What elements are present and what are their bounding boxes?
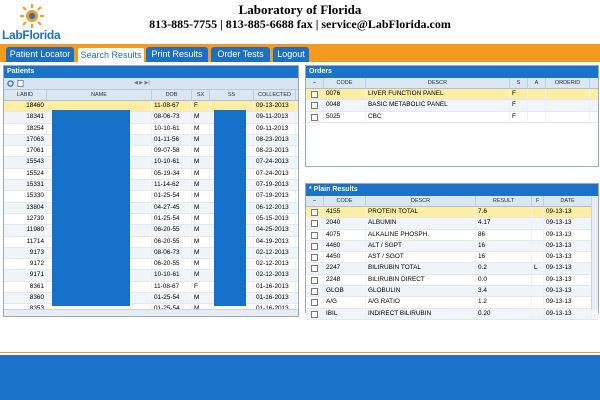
result-checkbox[interactable] [311, 277, 318, 284]
order-a-cell [528, 100, 546, 110]
table-row[interactable] [306, 297, 598, 308]
orders-header-row [306, 78, 598, 89]
result-code-cell: 4450 [324, 252, 366, 262]
table-row[interactable] [4, 259, 298, 270]
labid-cell: 9172 [4, 259, 47, 269]
result-flag-cell [532, 218, 544, 228]
redacted-ss-block [214, 110, 246, 306]
results-panel [305, 183, 599, 317]
redacted-name-block [52, 110, 130, 306]
sex-cell: M [192, 203, 210, 213]
labid-cell: 8360 [4, 293, 47, 303]
result-checkbox-cell [306, 309, 324, 319]
patients-horizontal-scrollbar[interactable] [4, 309, 298, 316]
result-checkbox-cell [306, 297, 324, 307]
result-checkbox[interactable] [311, 254, 318, 261]
table-row[interactable] [306, 286, 598, 297]
result-value-cell: 16 [476, 252, 532, 262]
result-descr-cell: INDIRECT BILIRUBIN [366, 309, 476, 319]
table-row[interactable] [4, 237, 298, 248]
result-value-cell: 7.6 [476, 207, 532, 217]
result-flag-cell [532, 275, 544, 285]
result-flag-cell [532, 252, 544, 262]
result-checkbox[interactable] [311, 232, 318, 239]
order-a-cell [528, 89, 546, 99]
results-panel-title: * Plain Results [306, 184, 598, 196]
main-nav [0, 44, 600, 62]
labid-cell: 15543 [4, 157, 47, 167]
dob-cell: 11-08-67 [152, 282, 192, 292]
result-descr-cell: ALBUMIN [366, 218, 476, 228]
sex-cell: M [192, 191, 210, 201]
result-date-cell: 09-13-13 [544, 207, 592, 217]
dob-cell: 04-27-45 [152, 203, 192, 213]
result-descr-cell: A/G RATIO [366, 297, 476, 307]
results-table-body [306, 207, 598, 320]
col-result-select: ⎯ [306, 196, 324, 206]
sex-cell: M [192, 180, 210, 190]
result-checkbox[interactable] [311, 209, 318, 216]
tab-print-results[interactable]: Print Results [146, 47, 208, 62]
result-checkbox-cell [306, 263, 324, 273]
col-collected[interactable]: COLLECTED [254, 90, 296, 100]
lab-title: Laboratory of Florida [238, 2, 362, 17]
result-descr-cell: BILIRUBIN TOTAL [366, 263, 476, 273]
dob-cell: 05-19-34 [152, 169, 192, 179]
col-dob[interactable]: DOB [152, 90, 192, 100]
result-date-cell: 09-13-13 [544, 230, 592, 240]
result-checkbox[interactable] [311, 311, 318, 318]
result-value-cell: 1.2 [476, 297, 532, 307]
collected-cell: 08-23-2013 [254, 135, 296, 145]
result-checkbox[interactable] [311, 299, 318, 306]
col-ss[interactable]: SS [210, 90, 254, 100]
result-checkbox-cell [306, 252, 324, 262]
labid-cell: 8361 [4, 282, 47, 292]
collected-cell: 08-23-2013 [254, 146, 296, 156]
col-result-descr[interactable]: DESCR [366, 196, 476, 206]
result-checkbox-cell [306, 286, 324, 296]
results-vertical-scrollbar[interactable] [591, 196, 598, 310]
result-descr-cell: GLOBULIN [366, 286, 476, 296]
collected-cell: 01-16-2013 [254, 293, 296, 303]
labid-cell: 15524 [4, 169, 47, 179]
result-checkbox-cell [306, 275, 324, 285]
order-status-cell: F [510, 89, 528, 99]
sex-cell: M [192, 270, 210, 280]
table-row[interactable] [4, 146, 298, 157]
collected-cell: 06-12-2013 [254, 203, 296, 213]
col-labid[interactable]: LABID [4, 90, 47, 100]
sex-cell: M [192, 124, 210, 134]
result-value-cell: 0.20 [476, 309, 532, 319]
result-date-cell: 09-13-13 [544, 275, 592, 285]
collected-cell: 04-25-2013 [254, 225, 296, 235]
col-result-flag[interactable]: F [532, 196, 544, 206]
table-row[interactable] [306, 100, 598, 111]
col-order-select: ⎯ [306, 78, 324, 88]
order-id-cell [546, 100, 590, 110]
order-id-cell [546, 112, 590, 122]
table-row[interactable] [4, 112, 298, 123]
result-flag-cell [532, 230, 544, 240]
result-flag-cell: L [532, 263, 544, 273]
dob-cell: 10-10-61 [152, 157, 192, 167]
table-row[interactable] [4, 203, 298, 214]
result-checkbox-cell [306, 207, 324, 217]
patients-toolbar [4, 78, 298, 90]
dob-cell: 10-10-61 [152, 124, 192, 134]
patients-header-row [4, 90, 298, 101]
dob-cell: 11-08-67 [152, 101, 192, 111]
result-value-cell: 16 [476, 241, 532, 251]
result-code-cell: 4155 [324, 207, 366, 217]
result-code-cell: IBIL [324, 309, 366, 319]
sex-cell: M [192, 225, 210, 235]
patients-table-body [4, 101, 298, 316]
table-row[interactable] [306, 275, 598, 286]
col-order-a[interactable]: A [528, 78, 546, 88]
table-row[interactable] [4, 282, 298, 293]
tab-order-tests[interactable]: Order Tests [211, 47, 270, 62]
table-row[interactable] [4, 270, 298, 281]
dob-cell: 06-20-55 [152, 225, 192, 235]
table-row[interactable] [4, 135, 298, 146]
collected-cell: 04-19-2013 [254, 237, 296, 247]
dob-cell: 01-25-54 [152, 214, 192, 224]
sex-cell: F [192, 282, 210, 292]
result-checkbox-cell [306, 218, 324, 228]
result-descr-cell: ALKALINE PHOSPH. [366, 230, 476, 240]
collected-cell: 05-15-2013 [254, 214, 296, 224]
tab-search-results[interactable]: Search Results [77, 47, 145, 63]
orders-panel [305, 65, 599, 167]
dob-cell: 06-20-55 [152, 259, 192, 269]
labid-cell: 15331 [4, 180, 47, 190]
tab-logout[interactable]: Logout [273, 47, 309, 62]
table-row[interactable] [306, 207, 598, 218]
result-value-cell: 0.2 [476, 263, 532, 273]
dob-cell: 10-10-61 [152, 270, 192, 280]
dob-cell: 11-14-62 [152, 180, 192, 190]
table-row[interactable] [4, 124, 298, 135]
dob-cell: 08-06-73 [152, 112, 192, 122]
order-checkbox[interactable] [311, 114, 318, 121]
sex-cell: M [192, 237, 210, 247]
sex-cell: F [192, 101, 210, 111]
results-header-row [306, 196, 598, 207]
order-code-cell: 0076 [324, 89, 366, 99]
logo-text: LabFlorida [2, 28, 61, 42]
result-date-cell: 09-13-13 [544, 218, 592, 228]
order-descr-cell: LIVER FUNCTION PANEL [366, 89, 510, 99]
collected-cell: 07-24-2013 [254, 169, 296, 179]
order-checkbox[interactable] [311, 91, 318, 98]
table-row[interactable] [4, 169, 298, 180]
order-status-cell: F [510, 112, 528, 122]
sex-cell: M [192, 135, 210, 145]
result-descr-cell: PROTEIN TOTAL [366, 207, 476, 217]
table-row[interactable] [306, 112, 598, 123]
order-checkbox-cell [306, 89, 324, 99]
sex-cell: M [192, 112, 210, 122]
result-checkbox-cell [306, 241, 324, 251]
order-checkbox[interactable] [311, 102, 318, 109]
col-result-value[interactable]: RESULT [476, 196, 532, 206]
sex-cell: M [192, 214, 210, 224]
result-date-cell: 09-13-13 [544, 241, 592, 251]
col-sx[interactable]: SX [192, 90, 210, 100]
sex-cell: M [192, 146, 210, 156]
col-order-orderid[interactable]: ORDERID [546, 78, 590, 88]
collected-cell: 02-12-2013 [254, 259, 296, 269]
collected-cell: 01-16-2013 [254, 282, 296, 292]
collected-cell: 07-24-2013 [254, 157, 296, 167]
collected-cell: 02-12-2013 [254, 248, 296, 258]
table-row[interactable] [306, 241, 598, 252]
labid-cell: 9171 [4, 270, 47, 280]
labid-cell: 9173 [4, 248, 47, 258]
order-code-cell: 0048 [324, 100, 366, 110]
sex-cell: M [192, 169, 210, 179]
app-header [0, 0, 600, 44]
result-flag-cell [532, 309, 544, 319]
col-name[interactable]: NAME [47, 90, 152, 100]
result-flag-cell [532, 241, 544, 251]
table-row[interactable] [4, 293, 298, 304]
result-descr-cell: AST / SGOT [366, 252, 476, 262]
order-status-cell: F [510, 100, 528, 110]
labid-cell: 18254 [4, 124, 47, 134]
order-descr-cell: CBC [366, 112, 510, 122]
dob-cell: 01-25-54 [152, 191, 192, 201]
table-row[interactable] [4, 191, 298, 202]
main-content [0, 62, 600, 353]
labid-cell: 18341 [4, 112, 47, 122]
col-result-date[interactable]: DATE [544, 196, 592, 206]
table-row[interactable] [306, 263, 598, 274]
result-value-cell: 4.17 [476, 218, 532, 228]
collected-cell: 07-19-2013 [254, 191, 296, 201]
dob-cell: 01-11-56 [152, 135, 192, 145]
lab-contact-info: 813-885-7755 | 813-885-6688 fax | service@LabFlorida.com [149, 17, 451, 31]
order-checkbox-cell [306, 100, 324, 110]
result-code-cell: A/G [324, 297, 366, 307]
result-code-cell: 2247 [324, 263, 366, 273]
result-checkbox[interactable] [311, 243, 318, 250]
order-descr-cell: BASIC METABOLIC PANEL [366, 100, 510, 110]
sex-cell: M [192, 293, 210, 303]
orders-panel-title: Orders [306, 66, 598, 78]
result-code-cell: 2248 [324, 275, 366, 285]
document-icon[interactable] [17, 80, 24, 87]
col-result-code[interactable]: CODE [324, 196, 366, 206]
result-date-cell: 09-13-13 [544, 297, 592, 307]
result-date-cell: 09-13-13 [544, 252, 592, 262]
result-value-cell: 86 [476, 230, 532, 240]
result-value-cell: 0.0 [476, 275, 532, 285]
result-descr-cell: BILIRUBIN DIRECT [366, 275, 476, 285]
labid-cell: 13804 [4, 203, 47, 213]
labid-cell: 17063 [4, 135, 47, 145]
dob-cell: 09-07-58 [152, 146, 192, 156]
result-checkbox[interactable] [311, 288, 318, 295]
labid-cell: 17061 [4, 146, 47, 156]
order-checkbox-cell [306, 112, 324, 122]
result-code-cell: 2040 [324, 218, 366, 228]
table-row[interactable] [306, 309, 598, 320]
col-order-s[interactable]: S [510, 78, 528, 88]
order-id-cell [546, 89, 590, 99]
result-date-cell: 09-13-13 [544, 309, 592, 319]
sex-cell: M [192, 248, 210, 258]
table-row[interactable] [306, 89, 598, 100]
labid-cell: 15330 [4, 191, 47, 201]
table-row[interactable] [4, 248, 298, 259]
result-flag-cell [532, 297, 544, 307]
labid-cell: 11980 [4, 225, 47, 235]
collected-cell: 09-11-2013 [254, 112, 296, 122]
collected-cell: 07-19-2013 [254, 180, 296, 190]
table-row[interactable] [306, 230, 598, 241]
result-flag-cell [532, 286, 544, 296]
labid-cell: 18460 [4, 101, 47, 111]
tab-patient-locator[interactable]: Patient Locator [6, 47, 74, 62]
pager-controls[interactable]: ◀ ▶ ▶| [134, 80, 150, 86]
result-descr-cell: ALT / SGPT [366, 241, 476, 251]
labid-cell: 12739 [4, 214, 47, 224]
result-date-cell: 09-13-13 [544, 286, 592, 296]
result-code-cell: 4075 [324, 230, 366, 240]
dob-cell: 06-20-55 [152, 237, 192, 247]
table-row[interactable] [4, 180, 298, 191]
sex-cell: M [192, 259, 210, 269]
result-checkbox[interactable] [311, 265, 318, 272]
col-order-code[interactable]: CODE [324, 78, 366, 88]
dob-cell: 01-25-54 [152, 293, 192, 303]
result-checkbox[interactable] [311, 220, 318, 227]
collected-cell: 09-11-2013 [254, 124, 296, 134]
result-code-cell: GLOB [324, 286, 366, 296]
patients-panel [3, 65, 299, 317]
sex-cell: M [192, 157, 210, 167]
table-row[interactable] [4, 214, 298, 225]
collected-cell: 02-12-2013 [254, 270, 296, 280]
result-date-cell: 09-13-13 [544, 263, 592, 273]
refresh-icon[interactable] [7, 80, 14, 87]
order-a-cell [528, 112, 546, 122]
table-row[interactable] [4, 101, 298, 112]
table-row[interactable] [306, 218, 598, 229]
order-code-cell: 5025 [324, 112, 366, 122]
page-footer [0, 355, 600, 400]
result-flag-cell [532, 207, 544, 217]
orders-table-body [306, 89, 598, 123]
table-row[interactable] [4, 157, 298, 168]
collected-cell: 09-13-2013 [254, 101, 296, 111]
table-row[interactable] [306, 252, 598, 263]
result-value-cell: 3.4 [476, 286, 532, 296]
col-order-descr[interactable]: DESCR [366, 78, 510, 88]
patients-panel-title: Patients [4, 66, 298, 78]
result-code-cell: 4460 [324, 241, 366, 251]
result-checkbox-cell [306, 230, 324, 240]
labid-cell: 11714 [4, 237, 47, 247]
dob-cell: 08-06-73 [152, 248, 192, 258]
table-row[interactable] [4, 225, 298, 236]
